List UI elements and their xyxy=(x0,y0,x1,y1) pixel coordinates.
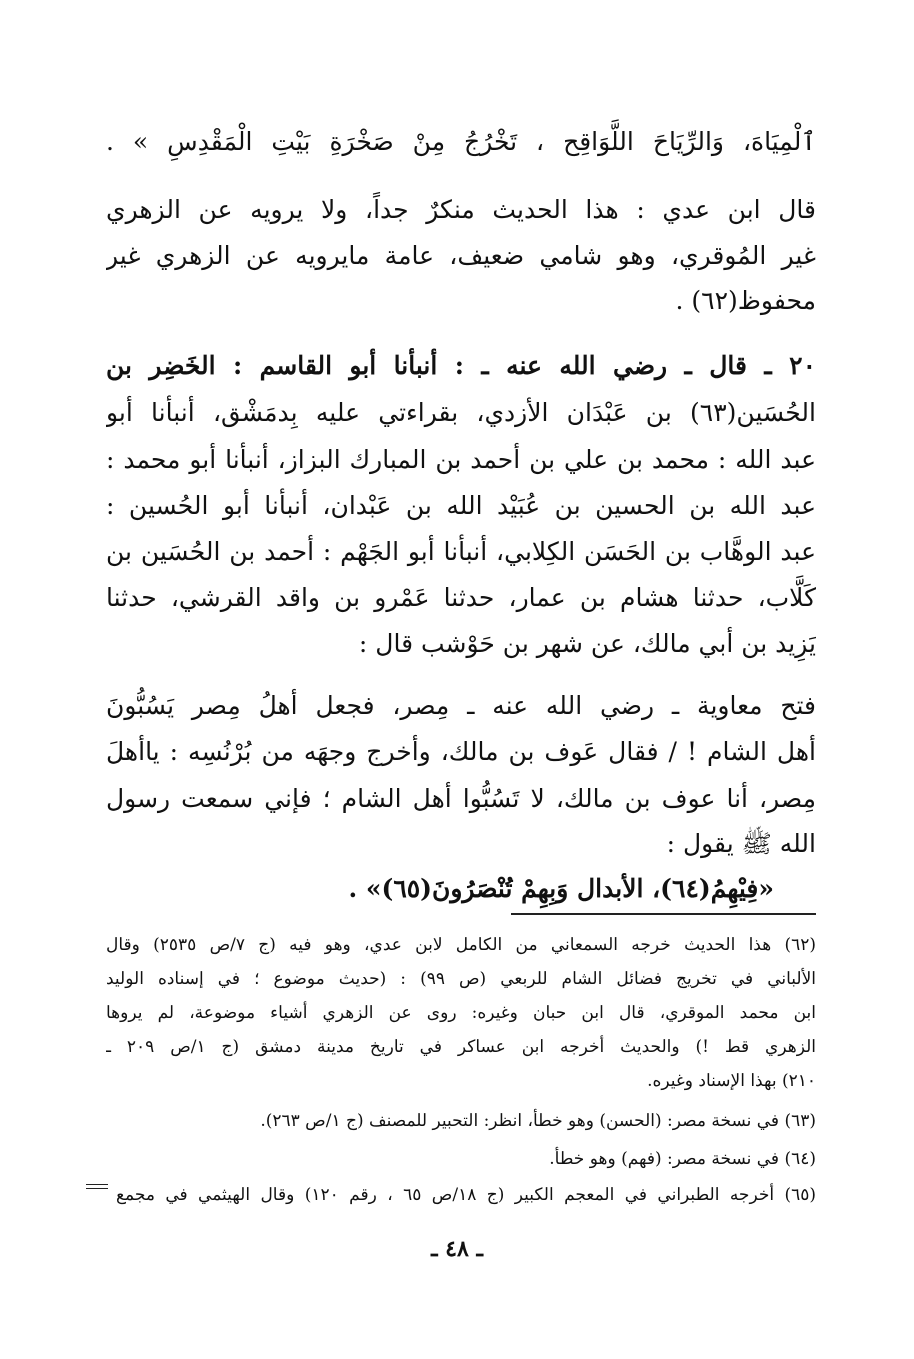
continuation-mark xyxy=(86,1184,108,1196)
hadith-20-line-6: كَلَّاب، حدثنا هشام بن عمار، حدثنا عَمْرو بن واقد القرشي، حدثنا xyxy=(106,583,816,612)
matn-line-3: مِصر، أنا عوف بن مالك، لا تَسُبُّوا أهل الشام ؛ فإني سمعت رسول xyxy=(106,784,816,813)
matn-line-4: الله ﷺ يقول : xyxy=(666,829,816,858)
footnote-63: (٦٣) في نسخة مصر: (الحسن) وهو خطأ، انظر: التحبير للمصنف (ج ١/ص ٢٦٣). xyxy=(260,1111,816,1131)
body-line-3: غير المُوقري، وهو شامي ضعيف، عامة مايرويه عن الزهري غير xyxy=(106,241,816,270)
matn-line-2: أهل الشام ! / فقال عَوف بن مالك، وأخرج وجهَه من بُرْنُسِه : ياأهلَ xyxy=(106,737,816,766)
matn-line-1: فتح معاوية ـ رضي الله عنه ـ مِصر، فجعل أهلُ مِصر يَسُبُّونَ xyxy=(106,691,816,720)
page-number: ـ ٤٨ ـ xyxy=(431,1236,483,1262)
hadith-20-line-4: عبد الله بن الحسين بن عُبَيْد الله بن عَبْدان، أنبأنا أبو الحُسين : xyxy=(106,491,816,520)
body-line-1: ٱلْمِيَاهَ، وَالرِّيَاحَ اللَّوَاقِح ، تَخْرُجُ مِنْ صَخْرَةِ بَيْتِ الْمَقْدِسِ » . xyxy=(106,127,816,156)
hadith-20-line-2: الحُسَين(٦٣) بن عَبْدَان الأزدي، بقراءتي عليه بِدمَشْق، أنبأنا أبو xyxy=(106,398,816,427)
footnote-64: (٦٤) في نسخة مصر: (فهم) وهو خطأ. xyxy=(549,1149,816,1169)
hadith-20-line-5: عبد الوهَّاب بن الحَسَن الكِلابي، أنبأنا أبو الجَهْم : أحمد بن الحُسَين بن xyxy=(106,537,816,566)
hadith-20-line-1: ٢٠ ـ قال ـ رضي الله عنه ـ : أنبأنا أبو القاسم : الخَضِر بن xyxy=(106,351,816,380)
hadith-20-line-7: يَزِيد بن أبي مالك، عن شهر بن حَوْشب قال : xyxy=(358,629,816,658)
footnote-62-line-4: الزهري قط !) والحديث أخرجه ابن عساكر في تاريخ مدينة دمشق (ج ١/ص ٢٠٩ ـ xyxy=(106,1037,816,1057)
matn-quote-line: «فِيْهِمُ(٦٤)، الأبدال وَبِهِمْ تُنْصَرُونَ(٦٥)» . xyxy=(348,874,774,903)
body-line-4: محفوظ(٦٢) . xyxy=(675,286,816,315)
footnote-62-line-1: (٦٢) هذا الحديث خرجه السمعاني من الكامل لابن عدي، وهو فيه (ج ٧/ص ٢٥٣٥) وقال xyxy=(106,935,816,955)
footnote-65: (٦٥) أخرجه الطبراني في المعجم الكبير (ج ١٨/ص ٦٥ ، رقم ١٢٠) وقال الهيثمي في مجمع xyxy=(116,1185,816,1205)
footnote-separator xyxy=(511,913,816,915)
footnote-62-line-5: ٢١٠) بهذا الإسناد وغيره. xyxy=(647,1071,816,1091)
hadith-20-line-3: عبد الله : محمد بن علي بن أحمد بن المبارك البزاز، أنبأنا أبو محمد : xyxy=(106,445,816,474)
body-line-2: قال ابن عدي : هذا الحديث منكرٌ جداً، ولا يرويه عن الزهري xyxy=(106,195,816,224)
footnote-62-line-3: ابن محمد الموقري، قال ابن حبان وغيره: روى عن الزهري أشياء موضوعة، لم يروها xyxy=(106,1003,816,1023)
footnote-62-line-2: الألباني في تخريج فضائل الشام للربعي (ص ٩٩) : (حديث موضوع ؛ في إسناده الوليد xyxy=(106,969,816,989)
